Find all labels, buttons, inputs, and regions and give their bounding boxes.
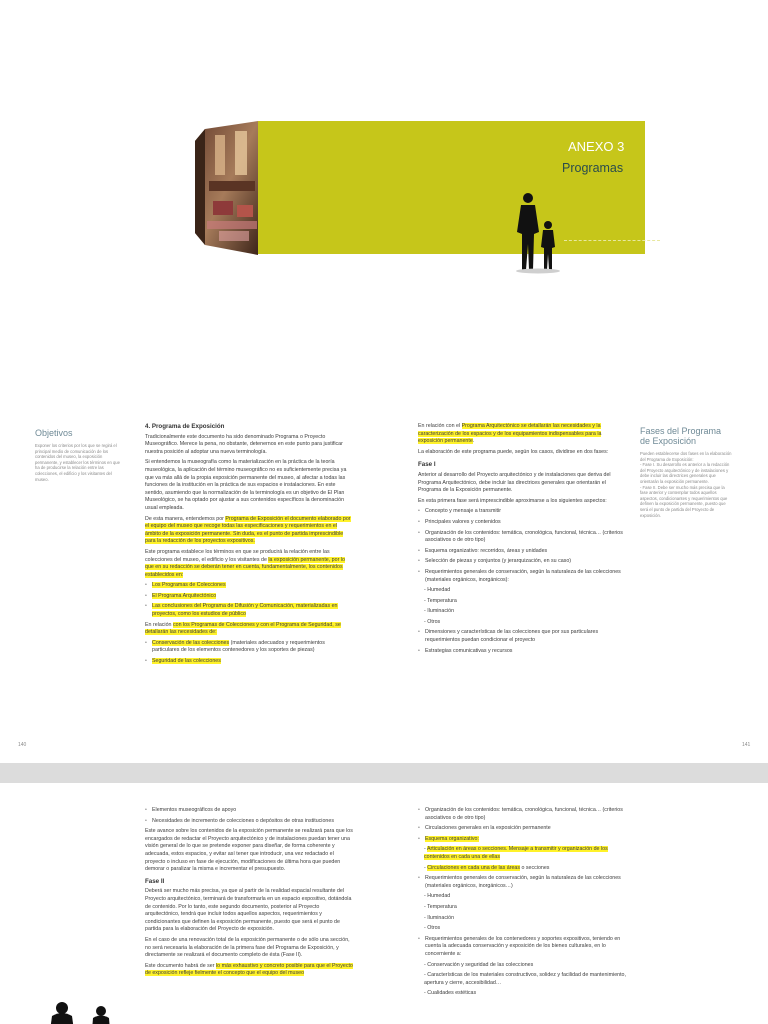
list-item: • El Programa Arquitectónico [145, 593, 353, 601]
paragraph: La elaboración de este programa puede, según los casos, dividirse en dos fases: [418, 448, 609, 455]
phase-title: Fase I [418, 461, 436, 469]
bullet-list [145, 582, 353, 618]
dash-list [424, 587, 626, 626]
phase-title: Fase II [145, 877, 165, 885]
bullet-list [418, 807, 628, 843]
list-item: • Selección de piezas y conjuntos (y jerarquización, en su caso) [418, 558, 626, 566]
lower-left-body [145, 807, 353, 981]
bullet-list [418, 629, 626, 655]
list-item: • Circulaciones generales en la exposición permanente [418, 825, 628, 833]
bullet-list [418, 936, 628, 959]
list-item: • Los Programas de Colecciones [145, 582, 353, 590]
list-item: • Elementos museográficos de apoyo [145, 807, 353, 815]
dash-list [424, 893, 628, 932]
list-item: - Otros [424, 619, 626, 627]
list-item: - Circulaciones en cada una de las áreas o secciones [424, 865, 628, 873]
side-title-objetivos: Objetivos [35, 428, 73, 438]
side-text: Pueden establecerse dos fases en la elaboración del Programa de Exposición: [640, 451, 732, 462]
list-item: - Otros [424, 925, 628, 933]
highlighted-text: Programa Arquitectónico se detallarán las necesidades y la caracterización de los espacios y de los equipamientos indispensables para la exposición permanente [418, 423, 602, 445]
paragraph: Si entendemos la museografía como la materialización en la práctica de la teoría museológica, la aplicación del término museográfico no es suficientemente precisa ya que va más allá de la propia exposición permanente del museo, al afectar a todas las funciones de la institución en la práctica de sus espacios e instalaciones. En este sentido, asumiendo que la normalización de la terminología es un objetivo de El Plan Museológico, se ha optado por ajustar a sus contenidos específicos la denominación usual empleada. [145, 459, 347, 511]
paragraph: Este programa establece los términos en que se producirá la relación entre las colecciones del museo, el edificio y los visitantes de la exposición permanente, por lo que en su redacción se deberán tener en cuenta, fundamentalmente, los contenidos establecidos en: [145, 548, 345, 578]
list-item: • Seguridad de las colecciones [145, 658, 353, 666]
annex-label: ANEXO 3 [568, 139, 625, 154]
museum-interior-photo [195, 121, 260, 255]
list-item: • Dimensiones y características de las colecciones que por sus particulares requerimientos puedan condicionar el proyecto [418, 629, 626, 644]
bullet-list [418, 508, 626, 584]
list-item: • Necesidades de incremento de colecciones o depósitos de otras instituciones [145, 818, 353, 826]
paragraph: De esta manera, entendemos por Programa de Exposición el documento elaborado por el equipo del museo que recoge todas las especificaciones y requerimientos en el ámbito de la exposición permanente. Sin duda, es el punto de partida imprescindible para la redacción de los proyectos expositivos. [145, 515, 351, 545]
list-item: - Articulación en áreas o secciones. Mensaje a transmitir y organización de los contenidos en cada una de ellas [424, 846, 628, 861]
highlighted-text: la exposición permanente, por lo que en su redacción se deberán tener en cuenta, fundamentalmente, los contenidos establecidos en: [145, 556, 345, 578]
paragraph: Este documento habrá de ser lo más exhaustivo y concreto posible para que el Proyecto de exposición refleje fielmente el concepto que el equipo del museo [145, 962, 353, 977]
side-text-objetivos: Exponer los criterios por los que se regirá el principal medio de comunicación de los contenidos del museo, la exposición permanente, y establecer los términos en que ha de producirse la relación entre las colecciones, el edificio y los visitantes del museo. [35, 443, 120, 482]
section-title: 4. Programa de Exposición [145, 423, 225, 430]
lower-spread [0, 783, 768, 1024]
list-item: • Requerimientos generales de conservación, según la naturaleza de las colecciones (materiales orgánicos, inorgánicos): [418, 569, 626, 584]
left-page-body [145, 423, 353, 669]
dash-list [424, 962, 628, 998]
highlighted-text: Programa de Exposición el documento elaborado por el equipo del museo que recoge todas las especificaciones y requerimientos en el ámbito de la exposición permanente. Sin duda, es el punto de partida imprescindible para la redacción de los proyectos expositivos. [145, 515, 351, 545]
adult-child-silhouette-icon [512, 192, 562, 276]
list-item: • Conservación de las colecciones (materiales adecuados y requerimientos particulares de los elementos contenedores y los soportes de piezas) [145, 640, 353, 655]
side-text: - Fase II. Debe ser mucho más precisa que la fase anterior y contemplar todos aquellos aspectos, condicionantes y requerimientos que definen la exposición permanente, puesto que será el punto de partida del Proyecto de exposición. [640, 484, 728, 518]
paragraph: En el caso de una renovación total de la exposición permanente o de sólo una sección, no será necesaria la elaboración de la primera fase del Programa de Exposición, y directamente se realizará el documento completo de ésta (Fase II). [145, 936, 350, 959]
list-item: • Estrategias comunicativas y recursos [418, 648, 626, 656]
bullet-list [418, 875, 628, 890]
paragraph: Deberá ser mucho más precisa, ya que al partir de la realidad espacial resultante del Proyecto arquitectónico, terminará de transformarla en un espacio expositivo, dotándola de contenido. Por lo tanto, este segundo documento, posterior al Proyecto arquitectónico, tendrá que incluir todos aquellos aspectos, requerimientos y condicionantes que definen la exposición permanente, puesto que será el punto de partida para la elaboración del Proyecto de exposición. [145, 888, 352, 933]
list-item: - Cualidades estéticas [424, 990, 628, 998]
highlighted-text: con los Programas de Colecciones y con el Programa de Seguridad, se detallarán las necesidades de: [145, 621, 341, 636]
paragraph: En relación con los Programas de Colecciones y con el Programa de Seguridad, se detallarán las necesidades de: [145, 621, 341, 636]
paragraph: En relación con el Programa Arquitectónico se detallarán las necesidades y la caracterización de los espacios y de los equipamientos indispensables para la exposición permanente. [418, 423, 602, 445]
band-dashed-line [564, 240, 660, 241]
paragraph: Anterior al desarrollo del Proyecto arquitectónico y de instalaciones que deriva del Programa Arquitectónico, debe incluir las directrices generales que orientarán el Programa de la Exposición permanente. [418, 471, 611, 494]
list-item: • Organización de los contenidos: temática, cronológica, funcional, técnica… (criterios asociativos o de otro tipo) [418, 807, 628, 822]
list-item: • Organización de los contenidos: temática, cronológica, funcional, técnica… (criterios asociativos o de otro tipo) [418, 530, 626, 545]
page-number-left: 140 [18, 742, 27, 748]
list-item: • Requerimientos generales de los contenedores y soportes expositivos, teniendo en cuenta la adecuada conservación y exposición de los bienes culturales, en lo concerniente a: [418, 936, 628, 959]
list-item: - Iluminación [424, 915, 628, 923]
bullet-list [145, 640, 353, 666]
paragraph: En esta primera fase será imprescindible aproximarse a los siguientes aspectos: [418, 497, 607, 504]
list-item: - Conservación y seguridad de las colecciones [424, 962, 628, 970]
highlighted-text: lo más exhaustivo y concreto posible para que el Proyecto de exposición refleje fielmente el concepto que el equipo del museo [145, 962, 353, 977]
side-text: - Fase I. Su desarrollo es anterior a la redacción del Proyecto arquitectónico y de instalaciones y debe incluir las directrices generales que orientarán la exposición permanente. [640, 462, 730, 484]
list-item: - Temperatura [424, 598, 626, 606]
lower-right-body [418, 807, 628, 1001]
list-item: • Esquema organizativo: [418, 836, 628, 844]
list-item: - Humedad [424, 587, 626, 595]
right-page-body [418, 423, 626, 658]
list-item: - Humedad [424, 893, 628, 901]
dash-list [424, 846, 628, 872]
list-item: • Esquema organizativo: recorridos, áreas y unidades [418, 548, 626, 556]
list-item: - Iluminación [424, 608, 626, 616]
list-item: • Principales valores y contenidos [418, 519, 626, 527]
paragraph: Tradicionalmente este documento ha sido denominado Programa o Proyecto Museográfico. Merece la pena, no obstante, detenernos en este punto para justificar nuestra posición al adoptar una nueva terminología. [145, 433, 343, 455]
bullet-list [145, 807, 353, 825]
list-item: • Concepto y mensaje a transmitir [418, 508, 626, 516]
list-item: - Características de los materiales constructivos, solidez y facilidad de mantenimiento, apertura y cierre, accesibilidad… [424, 972, 628, 987]
list-item: • Requerimientos generales de conservación, según la naturaleza de las colecciones (materiales orgánicos, inorgánicos…) [418, 875, 628, 890]
page-number-right: 141 [742, 742, 751, 748]
list-item: • Las conclusiones del Programa de Difusión y Comunicación, materializadas en proyectos, como los estudios de público [145, 603, 353, 618]
side-title-fases: Fases del Programa de Exposición [640, 426, 722, 446]
visitor-silhouettes-icon [46, 1001, 116, 1024]
annex-title: Programas [562, 161, 624, 175]
list-item: - Temperatura [424, 904, 628, 912]
paragraph: Este avance sobre los contenidos de la exposición permanente se realizará para que los encargados de redactar el Proyecto arquitectónico y de instalaciones puedan tener una visión general de lo que se pretende exponer para diseñar, de forma coherente y adecuada, estos espacios, y evitar así tener que introducir, una vez redactado el proyecto o incluso en fase de ejecución, modificaciones de última hora que pueden demorar o paralizar la misma e incrementar el presupuesto. [145, 828, 353, 873]
